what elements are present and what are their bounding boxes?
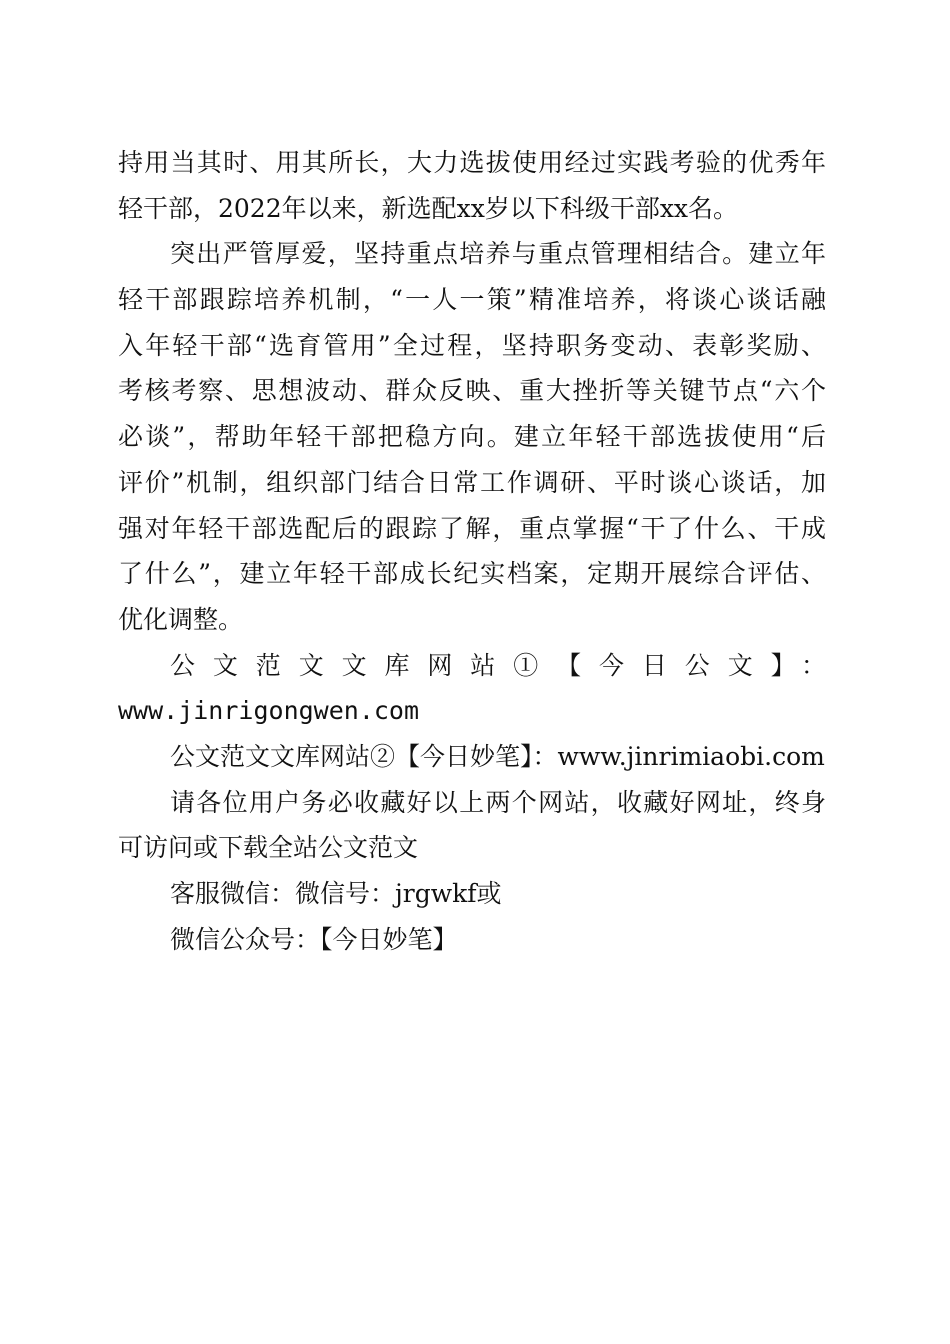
text-line: 轻干部，2022年以来，新选配xx岁以下科级干部xx名。 [118, 193, 739, 223]
notice-line: 可访问或下载全站公文范文 [118, 833, 419, 863]
official-account-line: 微信公众号：【今日妙笔】 [170, 924, 458, 954]
promo-block [118, 643, 826, 963]
text-line: 优化调整。 [118, 604, 244, 634]
text-line: 评价”机制，组织部门结合日常工作调研、平时谈心谈话，加 [118, 467, 826, 497]
text-line: 了什么”，建立年轻干部成长纪实档案，定期开展综合评估、 [118, 559, 826, 589]
document-page [118, 140, 826, 962]
wechat-line: 客服微信：微信号：jrgwkf或 [170, 879, 502, 908]
text-line: 持用当其时、用其所长，大力选拔使用经过实践考验的优秀年 [118, 148, 826, 177]
text-line: 入年轻干部“选育管用”全过程，坚持职务变动、表彰奖励、 [118, 330, 826, 360]
site1-url-link[interactable]: www.jinrigongwen.com [118, 696, 420, 726]
text-line: 考核考察、思想波动、群众反映、重大挫折等关键节点“六个 [118, 376, 826, 406]
notice-line: 请各位用户务必收藏好以上两个网站，收藏好网址，终身 [170, 787, 826, 817]
text-line: 必谈”，帮助年轻干部把稳方向。建立年轻干部选拔使用“后 [118, 422, 826, 452]
site2-line[interactable]: 公文范文文库网站②【今日妙笔】：www.jinrimiaobi.com [170, 741, 825, 771]
site1-label: 公文范文文库网站①【今日公文】： [170, 650, 826, 680]
text-line: 轻干部跟踪培养机制，“一人一策”精准培养，将谈心谈话融 [118, 285, 826, 315]
paragraph-2 [118, 231, 826, 642]
text-line: 突出严管厚爱，坚持重点培养与重点管理相结合。建立年 [170, 239, 826, 269]
paragraph-1 [118, 140, 826, 231]
text-line: 强对年轻干部选配后的跟踪了解，重点掌握“干了什么、干成 [118, 513, 826, 543]
